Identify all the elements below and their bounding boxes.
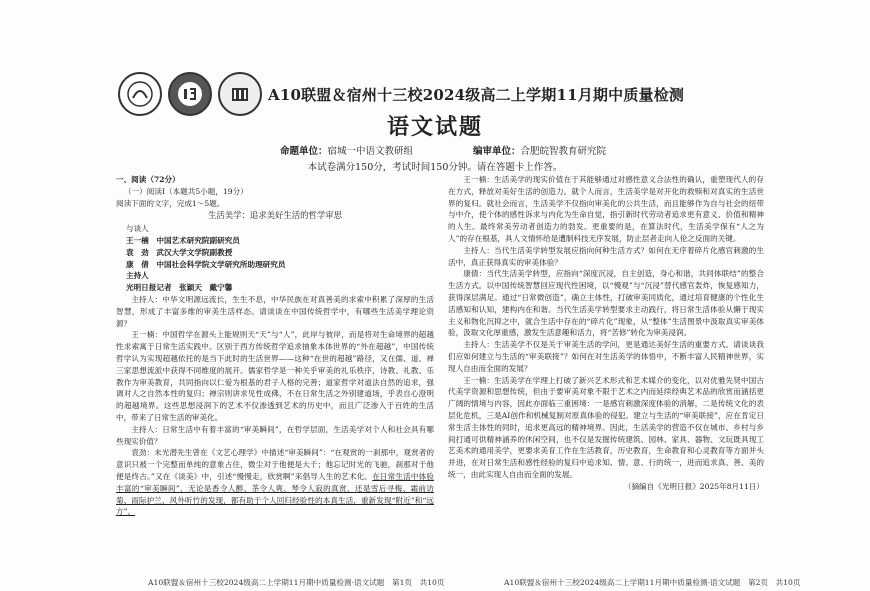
instruction: 阅读下面的文字，完成1～5题。 — [116, 198, 225, 208]
paragraph — [116, 447, 434, 518]
exam-header — [0, 0, 870, 173]
paragraph: 主持人：当代生活美学转型发展应指向何种生活方式？如何在无序着碎片化感官刺激的生活中，真正获得真实的审美体验？ — [448, 245, 764, 267]
proposer-unit — [280, 143, 413, 157]
paragraph: 王一楠：生活美学的现实价值在于其能够通过对感性意义合法性的确认，重塑现代人的存在方式，释放对美好生活的创造力。就个人而言，生活美学是对开化的救赎和对真实的生活世界的复归。就社会而言，生活美学不仅指向审美化的公共生活，而且能够作为自与社会的纽带与中介，使个体的感性诉求与内化为生命自觉，指引新时代劳动者追求更有意义、价值和精神的人生。最终常美劳动者创造力的勃发。更重要的是，在算法时代，生活美学保有“人之为人”的存在根基，具人文情怀给是遭制科技无序发展，防止层者走向人伦之反面的关键。 — [448, 175, 764, 243]
paragraph: 主持人：生活美学不仅是关于审美生活的学问，更是通达美好生活的重要方式。请谈谈我们应如何建立与生活的“审美联接”？如何在对生活美学的体悟中，不断丰富人民精神世界，实现人自由而全面的发展？ — [448, 340, 764, 373]
proposer-name: 宿城一中语文教研组 — [327, 146, 414, 157]
exam-note: 本试卷满分150分，考试时间150分钟。请在答题卡上作答。 — [307, 162, 563, 173]
article-title: 生活美学：追求美好生活的哲学审思 — [208, 210, 342, 221]
paragraph: 主持人：中华文明源远流长，生生不息，中华民族在对真善美的求索中积累了深厚的生活智慧，形成了丰富多维的审美生活样态。请谈谈在中国传统哲学中，有哪些生活美学理论资源？ — [116, 294, 434, 328]
citation: （摘编自《光明日报》2025年8月11日） — [623, 481, 764, 491]
host-label: 主持人 — [126, 271, 149, 281]
guest-wang: 王一楠 中国艺术研究院副研究员 — [126, 235, 240, 245]
guest-kang: 康 倩 中国社会科学院文学研究所助理研究员 — [126, 259, 286, 269]
left-column — [116, 174, 434, 518]
paragraph: 康倩：当代生活美学转型，应指向“深度沉浸，自主创造，身心和谐，共同体联结”的整合生活方式。以中国传统智慧回应现代性困境，以“慢观”与“沉浸”替代感官轰炸，恢复感知力，获得深层满足。通过“日常微创造”，确立主体性，打破审美同质化，通过培育健康的个性化生活感知和认知，建构内在和谐。当代生活美学转型要求主动践行，将日常生活体验从懈于现实主义和物化沉抑之中，就合生活中存在的“碎片化”现象，从“整体”生活图景中汲取真实审美体验，汲取文化厚重感，激发生活意趣和活力，将“苦修”转化为审美浸润。 — [448, 269, 764, 338]
paragraph: 王一楠：中国哲学在源头上能规则天“天”与“人”，此岸与彼岸，而是将对生命境界的超越性求索寓于日常生活实践中。区别于西方传统哲学追求抽象本体世界的“外在超越”，中国传统哲学认为实现超越依托的是当下此时的生活世界——这种“在世的超越”路径，又在儒、道、禅三家思想流派中获得不同维度的展开。儒家哲学是一种关乎审美的礼乐秩序，诗教、礼教、乐教作为审美教育，共同指向以仁爱为根基的君子人格的完善；道家哲学对道法自然的追求，强调对人之自然本性的复归；禅宗则讲求见性成佛，不在日常生活之外别建道场，乎表自心澄明的超越境界。这些思想浸润下的艺术不仅渗透到艺术的历史中，而且广泛渗入于百姓的生活中，带来了日常生活的审美化。 — [116, 330, 434, 422]
guest-yuan: 袁 劲 武汉大学文学院副教授 — [126, 247, 233, 257]
subject-title: 语文试题 — [386, 114, 483, 140]
footer-page-1: A10联盟＆宿州十三校2024级高二上学期11月期中质量检测·语文试题 第1页 共10页 — [148, 578, 445, 587]
paragraph: 主持人：日常生活中有着丰富的“审美瞬间”，在哲学层面，生活美学对个人和社会具有哪些现实价值？ — [116, 424, 434, 446]
right-column — [448, 174, 764, 493]
compiler-unit — [473, 143, 606, 157]
paragraph: 王一楠：生活美学在学理上打破了新兴艺术形式和艺术媒介的变化，以对优雅先贤中国古代美学资源和思想传统，但由于要审美对象不限于艺术之内而延续经典艺术品的欣赏而涵括更广阔的情境与内容，因此亦面临三重困境：一是感官刺激深度体验的消解，二是传统文化的表层化危机，三是AI创作和机械复制对原真体验的侵犯。建立与生活的“审美联接”，应在肯定日常生活主体性的同时，追求更高远的精神境界。因此，生活美学的营造不仅在城市、乡村与乡间打通可供精神涵养的休闲空间，也不仅是发掘传统建筑、园林、家具、器物、文玩既具现工艺美术的通用美学，更要求美育工作在生活教育，历史教育，生命教育和心灵教育等方面并头并进，在对日常生活和感性经验的复归中追求知、情、意、行的统一，进而追求真、善、美的统一，由此实现人自由而全面的发展。 — [448, 375, 764, 479]
compiler-label: 编审单位： — [473, 146, 521, 157]
exam-units — [280, 143, 606, 157]
paragraph-part: 袁劲：未光潜先生曾在《文艺心理学》中描述“审美瞬间”：“在观赏的一刹那中，观赏者的意识只被一个完整而单纯的意象占住，微尘对于他便是大千；他忘记时光的飞驰，刹那对于他便是终古。”又在《谈美》中，引述“慢慢走，欣赏啊”来倡导人生的艺术化。 — [116, 448, 434, 481]
compiler-name: 合肥皖智教育研究院 — [520, 146, 607, 157]
footer-page-2: A10联盟＆宿州十三校2024级高二上学期11月期中质量检测·语文试题 第2页 共10页 — [504, 578, 801, 587]
exam-title: A10联盟＆宿州十三校2024级高二上学期11月期中质量检测 — [268, 86, 685, 104]
proposer-label: 命题单位： — [280, 146, 328, 157]
host-names: 光明日报记者 张颖天 戴宁馨 — [126, 283, 233, 293]
guests-label: 与谈人 — [126, 224, 149, 234]
section-heading: 一、阅读（72分） — [116, 175, 180, 184]
underlined-passage: 在日常生活中体验丰富的“审美瞬间”，无论是香令人醉、茶令人爽、琴令人寂的真赏，还是雪后寻梅、霜前访菊、雨际护兰、风外听竹的发现，都有助于个人回归经验性的本真生活，重新发现“附近”和“远方”。 — [116, 471, 435, 517]
subsection-heading: （一）阅读Ⅰ（本题共5小题，19分） — [124, 186, 248, 196]
